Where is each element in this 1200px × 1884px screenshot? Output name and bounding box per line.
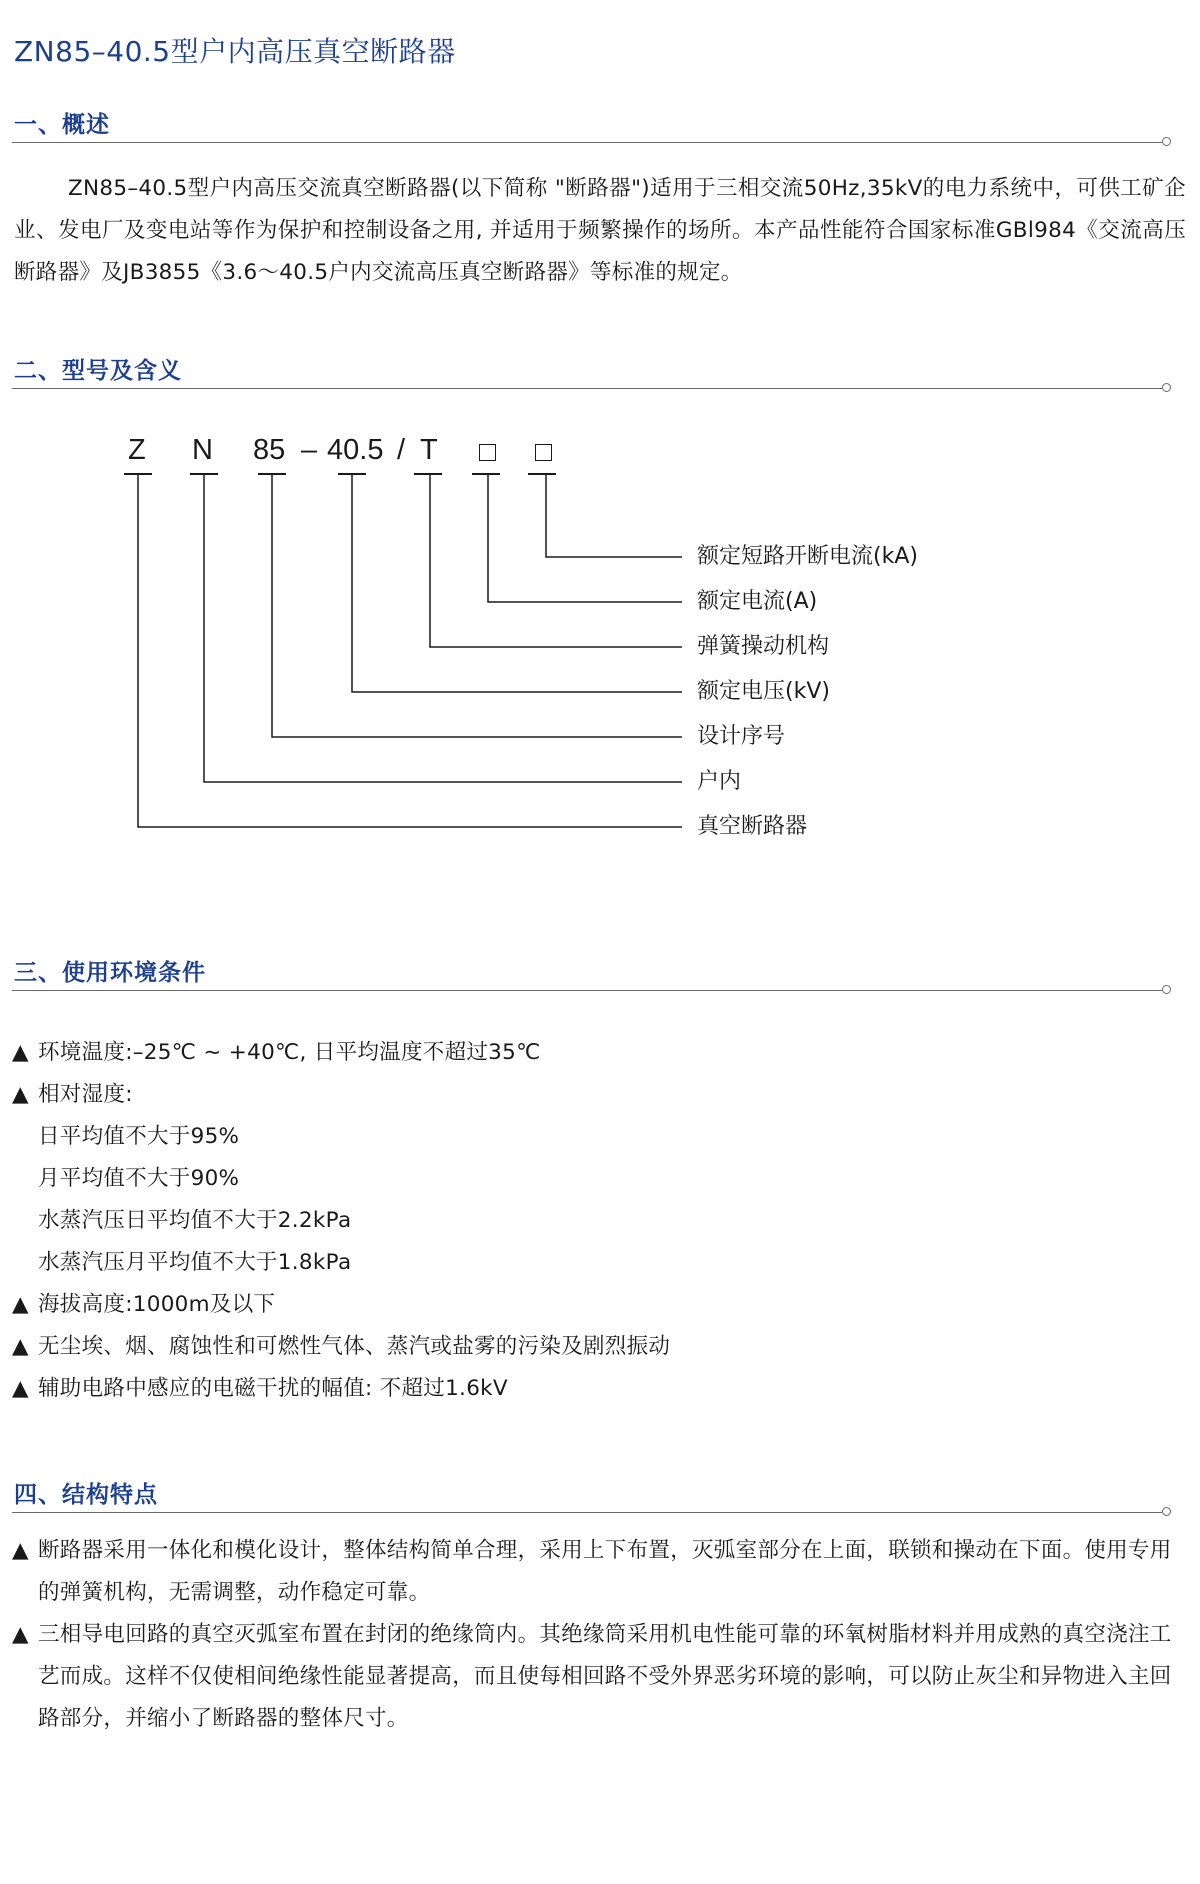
code-part-z: Z	[128, 434, 146, 466]
section-label: 三、使用环境条件	[14, 960, 206, 986]
overview-paragraph: ZN85–40.5型户内高压交流真空断路器(以下简称 "断路器")适用于三相交流50Hz,35kV的电力系统中，可供工矿企业、发电厂及变电站等作为保护和控制设备之用, 并适用于频繁操作的场所。本产品性能符合国家标准GBl984《交流高压断路器》及JB3855《3.6～40.5户内交流高压真空断路器》等标准的规定。	[14, 176, 1186, 285]
list-item	[12, 1158, 1188, 1200]
meaning-rated-current: 额定电流(A)	[697, 589, 818, 614]
section-heading-overview	[12, 106, 1172, 146]
section-divider	[12, 1512, 1162, 1513]
list-item-text: 相对湿度:	[38, 1082, 133, 1107]
list-item	[12, 1614, 1188, 1740]
divider-end-dot	[1162, 383, 1171, 392]
list-item-text: 海拔高度:1000m及以下	[38, 1292, 276, 1317]
list-item	[12, 1200, 1188, 1242]
list-item	[12, 1116, 1188, 1158]
meaning-breaking-current: 额定短路开断电流(kA)	[697, 544, 918, 569]
triangle-bullet-icon: ▲	[12, 1538, 29, 1563]
triangle-bullet-icon: ▲	[12, 1334, 29, 1359]
triangle-bullet-icon: ▲	[12, 1376, 29, 1401]
code-part-voltage: 40.5	[327, 434, 384, 466]
divider-end-dot	[1162, 985, 1171, 994]
environment-list	[12, 1032, 1188, 1410]
section-divider	[12, 142, 1162, 143]
triangle-bullet-icon: ▲	[12, 1082, 29, 1107]
code-part-dash: –	[301, 434, 318, 466]
section-label: 一、概述	[14, 112, 110, 138]
meaning-spring-mechanism: 弹簧操动机构	[697, 634, 830, 659]
code-part-slash: /	[397, 434, 406, 466]
list-item-text: 水蒸汽压日平均值不大于2.2kPa	[38, 1208, 352, 1233]
list-item	[12, 1074, 1188, 1116]
list-item	[12, 1284, 1188, 1326]
code-part-series: 85	[253, 434, 286, 466]
triangle-bullet-icon: ▲	[12, 1622, 29, 1647]
section-label: 四、结构特点	[14, 1482, 158, 1508]
list-item-text: 月平均值不大于90%	[38, 1166, 240, 1191]
divider-end-dot	[1162, 137, 1171, 146]
model-code-leader-lines	[0, 420, 1200, 860]
list-item-text: 断路器采用一体化和模化设计，整体结构简单合理，采用上下布置，灭弧室部分在上面，联锁和操动在下面。使用专用的弹簧机构，无需调整，动作稳定可靠。	[38, 1538, 1172, 1605]
list-item-text: 辅助电路中感应的电磁干扰的幅值: 不超过1.6kV	[38, 1376, 508, 1401]
section-divider	[12, 388, 1162, 389]
section-divider	[12, 990, 1162, 991]
page-title: ZN85–40.5型户内高压真空断路器	[14, 35, 456, 68]
list-item	[12, 1326, 1188, 1368]
section-label: 二、型号及含义	[14, 358, 182, 384]
meaning-vacuum-breaker: 真空断路器	[697, 814, 808, 839]
meaning-design-number: 设计序号	[697, 724, 786, 749]
list-item-text: 三相导电回路的真空灭弧室布置在封闭的绝缘筒内。其绝缘筒采用机电性能可靠的环氧树脂材料并用成熟的真空浇注工艺而成。这样不仅使相间绝缘性能显著提高，而且使每相回路不受外界恶劣环境的影响，可以防止灰尘和异物进入主回路部分，并缩小了断路器的整体尺寸。	[38, 1622, 1172, 1731]
code-part-t: T	[420, 434, 438, 466]
list-item	[12, 1368, 1188, 1410]
section-heading-environment	[12, 954, 1172, 994]
model-code-diagram	[0, 420, 1200, 860]
list-item	[12, 1242, 1188, 1284]
section-heading-structure	[12, 1476, 1172, 1516]
list-item-text: 水蒸汽压月平均值不大于1.8kPa	[38, 1250, 352, 1275]
list-item-text: 环境温度:–25℃ ~ +40℃, 日平均温度不超过35℃	[38, 1040, 541, 1065]
triangle-bullet-icon: ▲	[12, 1040, 29, 1065]
list-item	[12, 1032, 1188, 1074]
structure-list	[12, 1530, 1188, 1740]
list-item	[12, 1530, 1188, 1614]
meaning-indoor: 户内	[697, 769, 742, 794]
section-heading-model	[12, 352, 1172, 392]
meaning-rated-voltage: 额定电压(kV)	[697, 679, 830, 704]
triangle-bullet-icon: ▲	[12, 1292, 29, 1317]
code-part-n: N	[192, 434, 213, 466]
divider-end-dot	[1162, 1507, 1171, 1516]
list-item-text: 日平均值不大于95%	[38, 1124, 240, 1149]
list-item-text: 无尘埃、烟、腐蚀性和可燃性气体、蒸汽或盐雾的污染及剧烈振动	[38, 1334, 671, 1359]
